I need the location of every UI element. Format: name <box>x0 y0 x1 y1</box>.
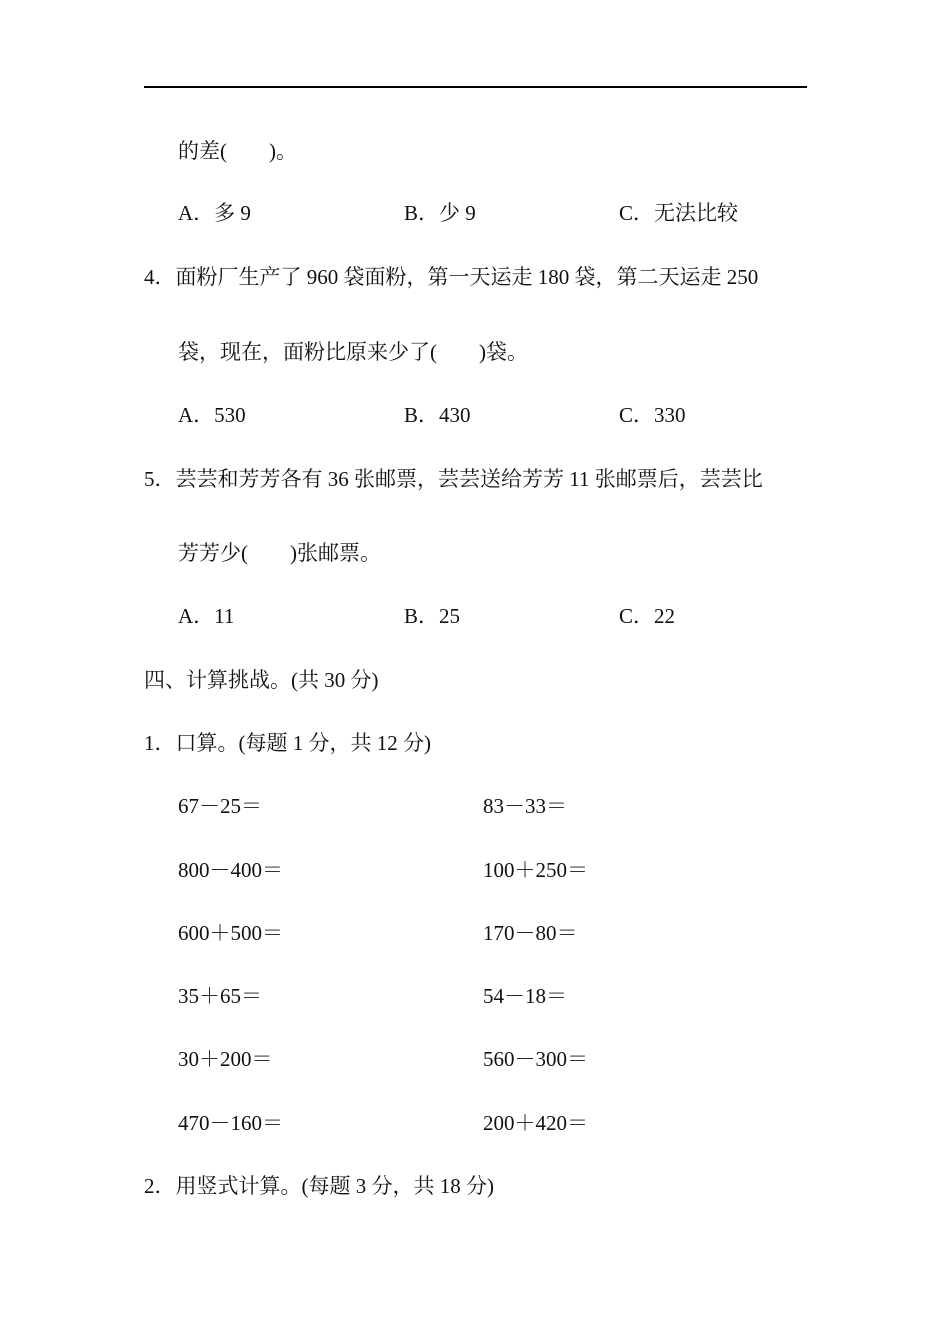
q4-text-line1: 4．面粉厂生产了 960 袋面粉，第一天运走 180 袋，第二天运走 250 <box>144 265 759 289</box>
oral-calc-left-2: 800－400＝ <box>178 858 283 882</box>
q4-option-c: C．330 <box>619 403 686 427</box>
q3-option-b: B．少 9 <box>404 201 476 225</box>
part2-title: 2．用竖式计算。(每题 3 分，共 18 分) <box>144 1174 494 1198</box>
oral-calc-right-3: 170－80＝ <box>483 921 578 945</box>
oral-calc-right-6: 200＋420＝ <box>483 1111 588 1135</box>
q4-option-b: B．430 <box>404 403 471 427</box>
section4-title: 四、计算挑战。(共 30 分) <box>144 668 379 692</box>
q5-option-b: B．25 <box>404 604 461 628</box>
header-rule <box>144 86 807 88</box>
oral-calc-left-4: 35＋65＝ <box>178 984 262 1008</box>
q3-option-c: C．无法比较 <box>619 201 739 225</box>
part1-title: 1．口算。(每题 1 分，共 12 分) <box>144 731 431 755</box>
oral-calc-left-6: 470－160＝ <box>178 1111 283 1135</box>
q4-text-line2: 袋，现在，面粉比原来少了( )袋。 <box>178 340 528 364</box>
oral-calc-left-5: 30＋200＝ <box>178 1047 273 1071</box>
q5-text-line1: 5．芸芸和芳芳各有 36 张邮票，芸芸送给芳芳 11 张邮票后，芸芸比 <box>144 467 763 491</box>
q5-option-a: A．11 <box>178 604 235 628</box>
q3-continuation: 的差( )。 <box>178 139 297 163</box>
oral-calc-right-2: 100＋250＝ <box>483 858 588 882</box>
oral-calc-left-3: 600＋500＝ <box>178 921 283 945</box>
oral-calc-right-4: 54－18＝ <box>483 984 567 1008</box>
q3-option-a: A．多 9 <box>178 201 251 225</box>
oral-calc-left-1: 67－25＝ <box>178 794 262 818</box>
oral-calc-right-1: 83－33＝ <box>483 794 567 818</box>
q5-text-line2: 芳芳少( )张邮票。 <box>178 541 381 565</box>
q5-option-c: C．22 <box>619 604 676 628</box>
q4-option-a: A．530 <box>178 403 246 427</box>
oral-calc-right-5: 560－300＝ <box>483 1047 588 1071</box>
